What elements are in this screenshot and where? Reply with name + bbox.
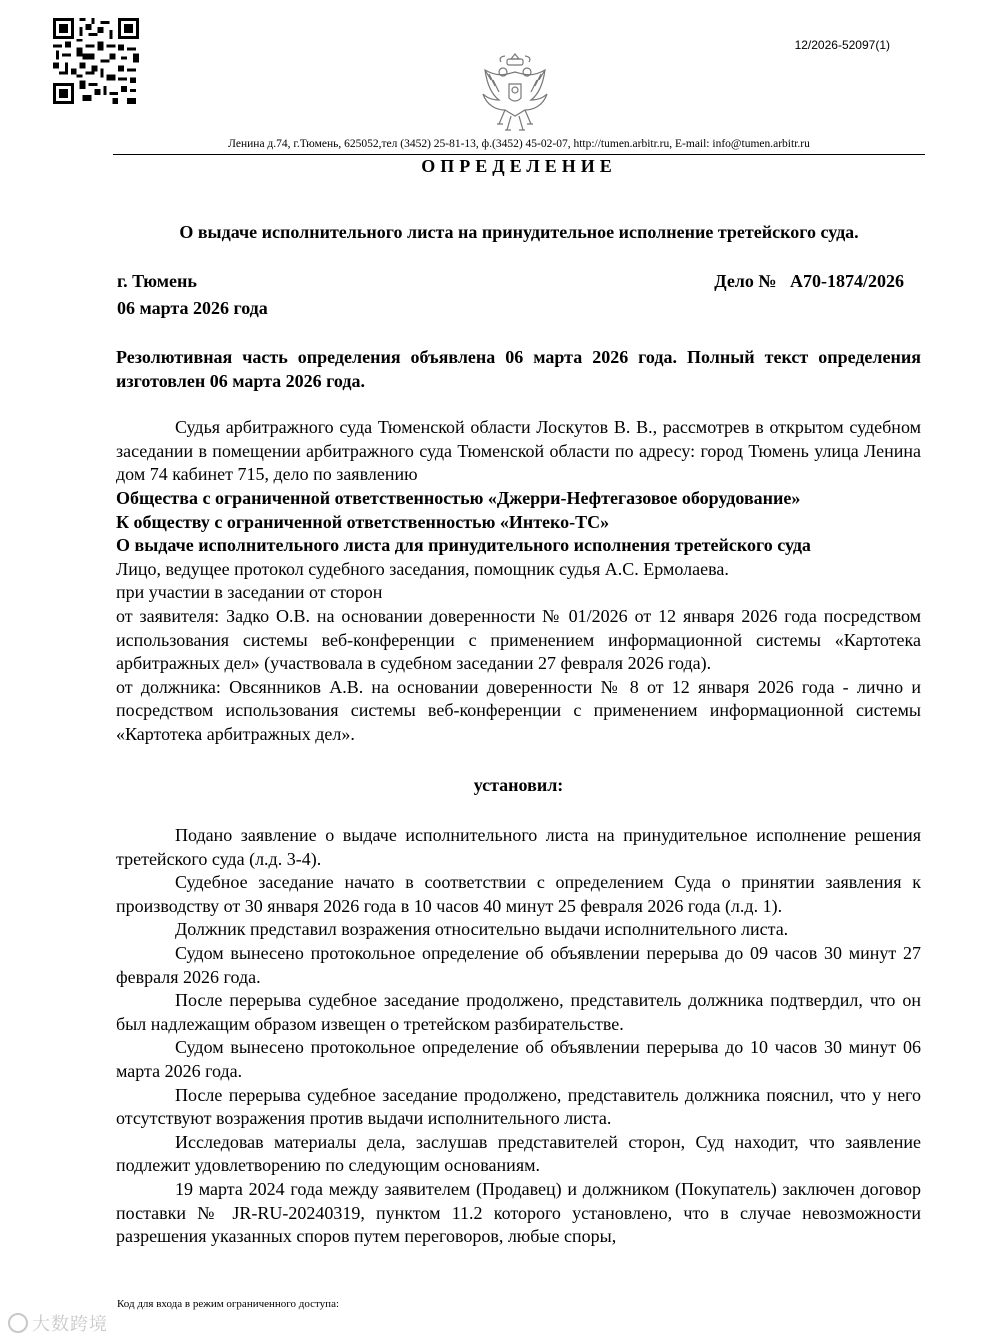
debtor-representative: от должника: Овсянников А.В. на основании доверенности № 8 от 12 января 2026 года - лично и посредством использования системы веб-конференции с применением информационной системы «Картотека арбитражных дел». <box>116 676 921 744</box>
court-address: Ленина д.74, г.Тюмень, 625052,тел (3452) 25-81-13, ф.(3452) 45-02-07, http://tumen.arbitr.ru, E-mail: info@tumen.arbitr.ru <box>228 138 810 150</box>
document-date: 06 марта 2026 года <box>117 298 268 318</box>
body-paragraph: Подано заявление о выдаче исполнительного листа на принудительное исполнение решения третейского суда (л.д. 3-4). <box>116 825 921 869</box>
applicant-representative: от заявителя: Задко О.В. на основании доверенности № 01/2026 от 12 января 2026 года посредством использования системы веб-конференции с применением информационной системы «Картотека арбитражных дел» (участвовала в судебном заседании 27 февраля 2026 года). <box>116 605 921 674</box>
resolution-statement: Резолютивная часть определения объявлена 06 марта 2026 года. Полный текст определения изготовлен 06 марта 2026 года. <box>116 347 921 391</box>
body-paragraph: Судебное заседание начато в соответствии с определением Суда о принятии заявления к производству от 30 января 2026 года в 10 часов 40 минут 25 февраля 2026 года (л.д. 1). <box>116 872 921 916</box>
judge-statement: Судья арбитражного суда Тюменской области Лоскутов В. В., рассмотрев в открытом судебном заседании в помещении арбитражного суда Тюменской области по адресу: город Тюмень улица Ленина дом 74 кабинет 715, дело по заявлению <box>116 417 921 485</box>
document-number: 12/2026-52097(1) <box>794 38 890 52</box>
coat-of-arms-icon <box>477 50 553 136</box>
participation-line: при участии в заседании от сторон <box>116 582 383 603</box>
watermark <box>8 1310 108 1336</box>
case-label: Дело № <box>714 271 777 291</box>
body-paragraph: Исследовав материалы дела, заслушав представителей сторон, Суд находит, что заявление подлежит удовлетворению по следующим основаниям. <box>116 1131 921 1176</box>
document-type-title: ОПРЕДЕЛЕНИЕ <box>421 156 617 176</box>
established-heading: установил: <box>473 774 564 795</box>
respondent-name: К обществу с ограниченной ответственностью «Интеко-ТС» <box>116 511 610 532</box>
case-matter: О выдаче исполнительного листа для принудительного исполнения третейского суда <box>116 535 811 556</box>
access-code-label: Код для входа в режим ограниченного доступа: <box>117 1298 340 1310</box>
city: г. Тюмень <box>117 271 197 291</box>
body-paragraph: После перерыва судебное заседание продолжено, представитель должника пояснил, что у него отсутствуют возражения против выдачи исполнительного листа. <box>116 1084 921 1129</box>
case-number: А70-1874/2026 <box>790 271 904 291</box>
body-paragraph: Судом вынесено протокольное определение об объявлении перерыва до 10 часов 30 минут 06 марта 2026 года. <box>116 1037 921 1082</box>
case-number-line <box>660 271 904 292</box>
header-divider <box>113 154 925 155</box>
document-body <box>116 346 921 1249</box>
body-paragraph: Должник представил возражения относительно выдачи исполнительного листа. <box>175 919 789 940</box>
body-paragraph: 19 марта 2024 года между заявителем (Продавец) и должником (Покупатель) заключен договор поставки № JR-RU-20240319, пунктом 11.2 которого установлено, что в случае невозможности разрешения указанных споров путем переговоров, любые споры, <box>116 1179 921 1247</box>
applicant-name: Общества с ограниченной ответственностью «Джерри-Нефтегазовое оборудование» <box>116 487 801 508</box>
document-subject: О выдаче исполнительного листа на принудительное исполнение третейского суда. <box>179 222 859 242</box>
qr-code <box>53 18 139 104</box>
watermark-logo-icon <box>8 1313 28 1333</box>
body-paragraph: Судом вынесено протокольное определение об объявлении перерыва до 09 часов 30 минут 27 февраля 2026 года. <box>116 943 921 987</box>
watermark-text: 大数跨境 <box>32 1314 108 1335</box>
body-paragraph: После перерыва судебное заседание продолжено, представитель должника подтвердил, что он был надлежащим образом извещен о третейском разбирательстве. <box>116 990 921 1034</box>
clerk-line: Лицо, ведущее протокол судебного заседания, помощник судья А.С. Ермолаева. <box>116 558 729 579</box>
